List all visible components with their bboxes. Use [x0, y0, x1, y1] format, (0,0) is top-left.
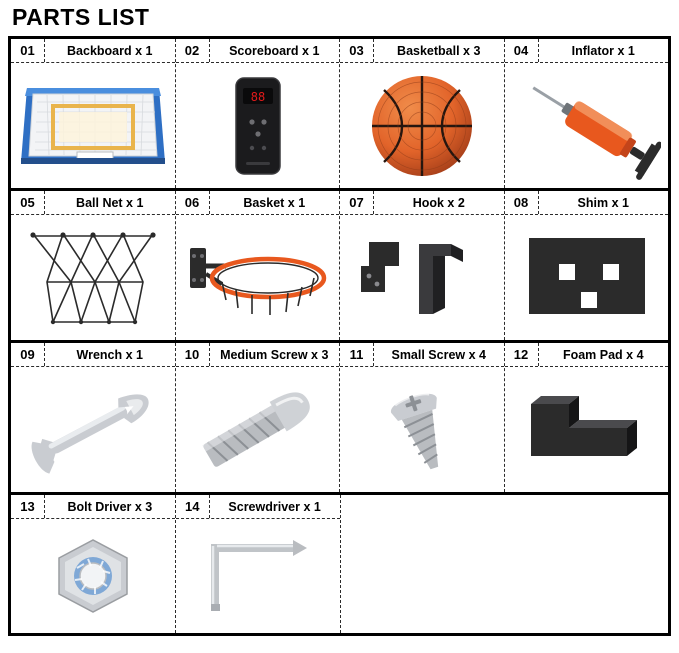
part-cell-basket	[176, 191, 341, 340]
part-label: Scoreboard x 1	[229, 43, 320, 58]
medium-screw-icon	[176, 367, 340, 492]
part-cell-small-screw	[340, 343, 505, 492]
cell-header	[11, 495, 175, 519]
part-number: 10	[176, 343, 210, 366]
part-number: 12	[505, 343, 539, 366]
cell-header	[176, 343, 340, 367]
cell-header	[505, 191, 669, 215]
basketball-icon	[340, 63, 504, 188]
cell-header	[340, 191, 504, 215]
part-label: Medium Screw x 3	[220, 347, 329, 362]
parts-row	[11, 343, 668, 495]
part-number: 09	[11, 343, 45, 366]
part-cell-bolt-driver	[11, 495, 176, 633]
part-number: 02	[176, 39, 210, 62]
part-number: 03	[340, 39, 374, 62]
hook-icon	[340, 215, 504, 340]
part-number: 08	[505, 191, 539, 214]
part-number: 05	[11, 191, 45, 214]
part-label: Small Screw x 4	[391, 347, 486, 362]
part-label: Screwdriver x 1	[228, 499, 321, 514]
parts-row	[11, 39, 668, 191]
part-cell-scoreboard	[176, 39, 341, 188]
part-label: Foam Pad x 4	[562, 347, 644, 362]
cell-header	[11, 343, 175, 367]
wrench-icon	[11, 367, 175, 492]
part-cell-inflator	[505, 39, 669, 188]
cell-header	[340, 343, 504, 367]
cell-header	[505, 343, 669, 367]
part-cell-screwdriver	[176, 495, 341, 633]
part-label: Bolt Driver x 3	[67, 499, 153, 514]
part-label: Ball Net x 1	[76, 195, 144, 210]
cell-header	[11, 39, 175, 63]
backboard-icon	[11, 63, 175, 188]
svg-text:88: 88	[251, 89, 266, 104]
screwdriver-icon	[176, 519, 340, 633]
part-cell-basketball	[340, 39, 505, 188]
part-number: 04	[505, 39, 539, 62]
cell-header	[505, 39, 669, 63]
cell-header	[176, 39, 340, 63]
small-screw-icon	[340, 367, 504, 492]
ball-net-icon	[11, 215, 175, 340]
parts-grid	[8, 36, 671, 636]
part-label: Shim x 1	[577, 195, 629, 210]
part-number: 06	[176, 191, 210, 214]
foam-pad-icon	[505, 367, 669, 492]
part-number: 11	[340, 343, 374, 366]
empty-area	[341, 495, 669, 633]
cell-header	[340, 39, 504, 63]
part-cell-shim	[505, 191, 669, 340]
part-number: 07	[340, 191, 374, 214]
part-number: 14	[176, 495, 210, 518]
part-label: Basket x 1	[243, 195, 306, 210]
part-number: 13	[11, 495, 45, 518]
part-label: Backboard x 1	[67, 43, 153, 58]
part-cell-backboard	[11, 39, 176, 188]
page-title: PARTS LIST	[12, 4, 150, 30]
part-label: Wrench x 1	[76, 347, 143, 362]
part-cell-hook	[340, 191, 505, 340]
part-cell-wrench	[11, 343, 176, 492]
scoreboard-icon	[176, 63, 340, 188]
empty-cell	[341, 495, 669, 633]
bolt-driver-icon	[11, 519, 175, 633]
part-label: Inflator x 1	[571, 43, 635, 58]
parts-row	[11, 191, 668, 343]
part-label: Basketball x 3	[397, 43, 481, 58]
parts-row	[11, 495, 668, 633]
part-cell-foam-pad	[505, 343, 669, 492]
inflator-icon	[505, 63, 669, 188]
cell-header	[11, 191, 175, 215]
cell-header	[176, 191, 340, 215]
shim-icon	[505, 215, 669, 340]
part-cell-ball-net	[11, 191, 176, 340]
part-cell-medium-screw	[176, 343, 341, 492]
basket-rim-icon	[176, 215, 340, 340]
part-number: 01	[11, 39, 45, 62]
part-label: Hook x 2	[412, 195, 465, 210]
cell-header	[176, 495, 340, 519]
